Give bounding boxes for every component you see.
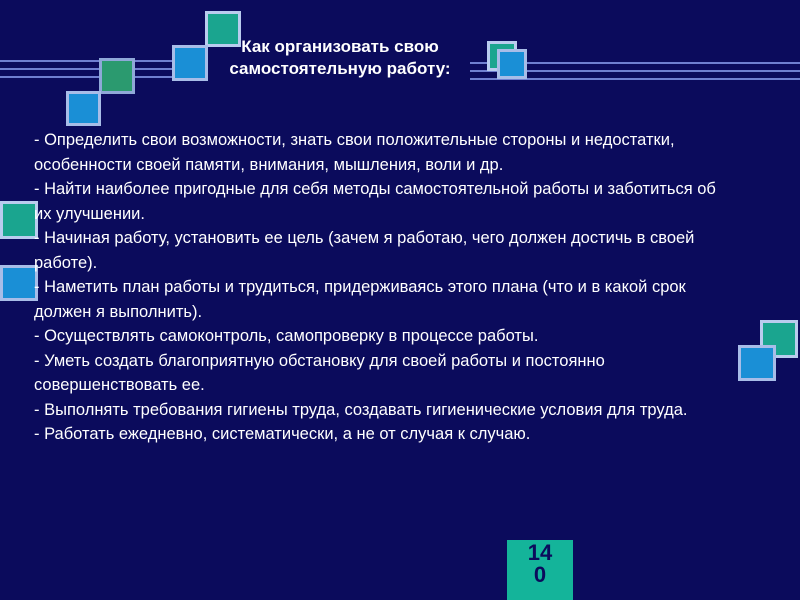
- list-item: - Уметь создать благоприятную обстановку для своей работы и постоянно совершенствовать ее.: [34, 351, 605, 394]
- decor-square: [99, 58, 135, 94]
- decor-square: [66, 91, 101, 126]
- list-item: - Работать ежедневно, систематически, а не от случая к случаю.: [34, 425, 531, 443]
- page-number-line: 0: [533, 562, 547, 587]
- slide-title: [205, 36, 475, 80]
- decor-square: [172, 45, 208, 81]
- decor-square: [738, 345, 776, 381]
- decor-square: [497, 49, 527, 79]
- list-item: - Определить свои возможности, знать свои положительные стороны и недостатки, особенности своей памяти, внимания, мышления, воли и др.: [34, 131, 675, 174]
- recommendations-list: [34, 128, 734, 447]
- list-item: - Найти наиболее пригодные для себя методы самостоятельной работы и заботиться об их улучшении.: [34, 180, 716, 223]
- decor-square: [0, 265, 38, 301]
- decor-square: [0, 201, 38, 239]
- slide-title-line: Как организовать свою: [241, 37, 439, 56]
- list-item: - Начиная работу, установить ее цель (зачем я работаю, чего должен достичь в своей работе).: [34, 229, 695, 272]
- page-number-line: 14: [527, 540, 553, 565]
- slide-title-line: самостоятельную работу:: [229, 59, 451, 78]
- list-item: - Наметить план работы и трудиться, придерживаясь этого плана (что и в какой срок должен я выполнить).: [34, 278, 686, 321]
- list-item: - Осуществлять самоконтроль, самопроверку в процессе работы.: [34, 327, 539, 345]
- page-number-badge: [507, 540, 573, 600]
- list-item: - Выполнять требования гигиены труда, создавать гигиенические условия для труда.: [34, 400, 688, 419]
